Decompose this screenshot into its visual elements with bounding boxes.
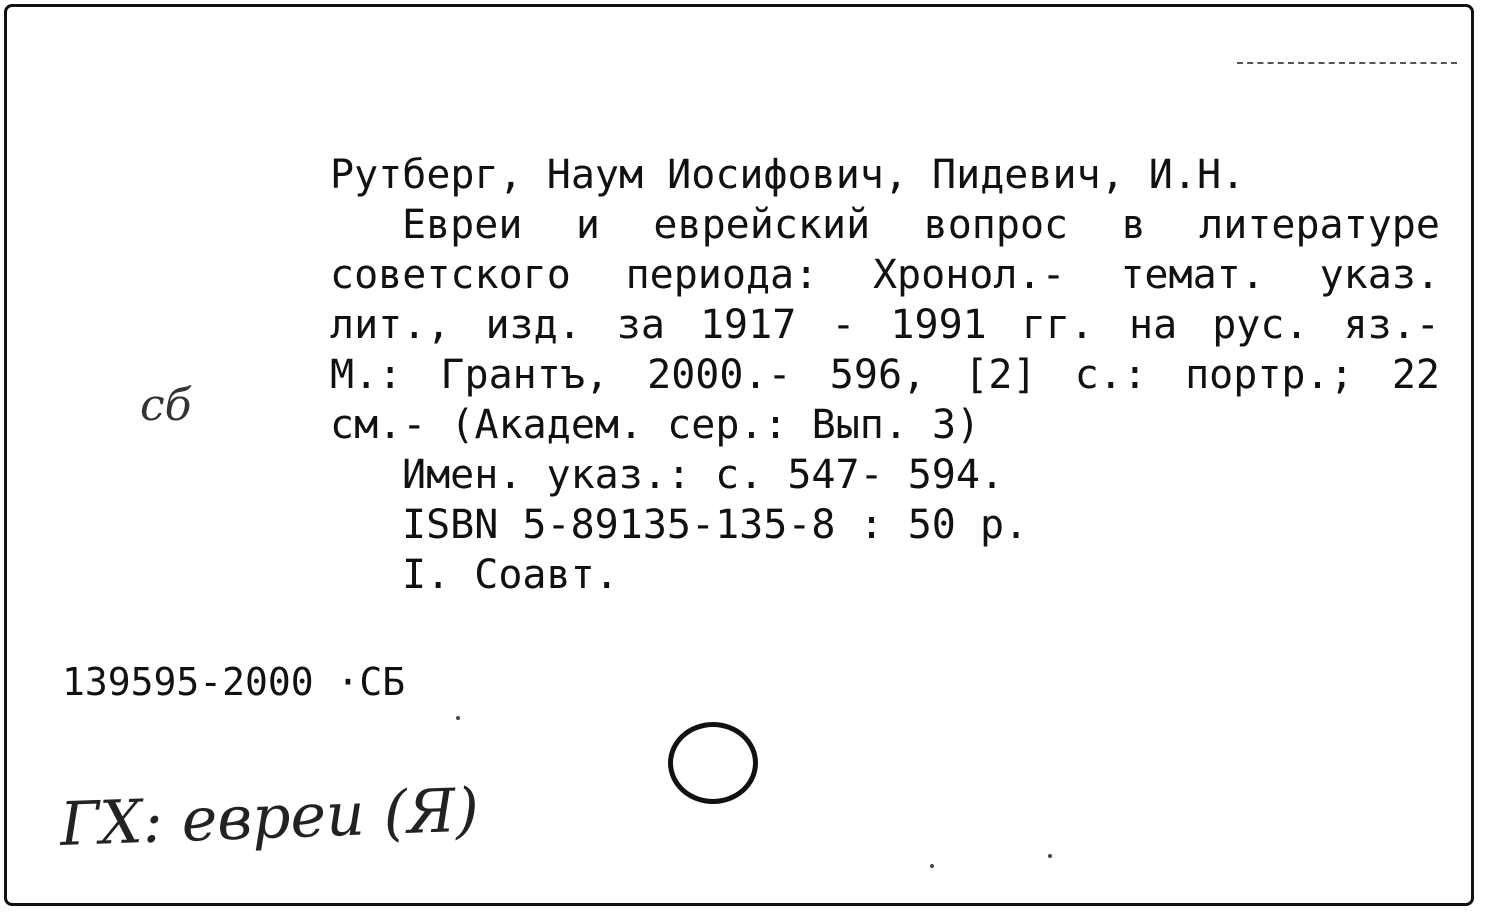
word: рус. xyxy=(1212,302,1309,348)
handwritten-mark: сб xyxy=(140,380,192,431)
word: и xyxy=(575,202,600,248)
series-line: см.- (Академ. сер.: Вып. 3) xyxy=(330,402,981,448)
word: изд. xyxy=(485,302,582,348)
bibliographic-record xyxy=(330,150,1440,600)
top-dashed-line xyxy=(1237,62,1457,64)
word: Евреи xyxy=(402,202,523,248)
word: с.: xyxy=(1074,352,1147,398)
ink-dot xyxy=(1048,854,1052,858)
isbn-line: ISBN 5-89135-135-8 : 50 р. xyxy=(402,502,1029,548)
ink-dot xyxy=(456,716,460,720)
word: Грантъ, xyxy=(440,352,609,398)
index-note: Имен. указ.: с. 547- 594. xyxy=(402,452,1005,498)
word: 22 xyxy=(1391,352,1440,398)
word: Хронол.- xyxy=(872,252,1066,298)
word: на xyxy=(1129,302,1178,348)
word: портр.; xyxy=(1185,352,1354,398)
word: 1917 xyxy=(699,302,797,348)
word: периода: xyxy=(625,252,819,298)
title-line-2 xyxy=(330,250,1440,300)
word: за xyxy=(616,302,665,348)
word: указ. xyxy=(1319,252,1440,298)
title-line-3 xyxy=(330,300,1440,350)
ink-dot xyxy=(930,864,934,868)
word: темат. xyxy=(1120,252,1265,298)
word: [2] xyxy=(964,352,1037,398)
word: 1991 xyxy=(890,302,987,348)
stamp-circle xyxy=(668,722,758,804)
title-line-1 xyxy=(330,200,1440,250)
coauthor-line: I. Соавт. xyxy=(402,552,619,598)
word: советского xyxy=(330,252,571,298)
word: вопрос xyxy=(923,202,1069,248)
word: 2000.- xyxy=(647,352,792,398)
word: еврейский xyxy=(653,202,871,248)
word: лит., xyxy=(330,302,451,348)
word: литературе xyxy=(1199,202,1440,248)
handwritten-note: ГХ: евреи (Я) xyxy=(58,775,481,860)
word: 596, xyxy=(829,352,927,398)
publication-line xyxy=(330,350,1440,400)
word: яз.- xyxy=(1343,302,1440,348)
author-line: Рутберг, Наум Иосифович, Пидевич, И.Н. xyxy=(330,152,1246,198)
shelf-number: 139595-2000 ·СБ xyxy=(62,660,406,704)
word: в xyxy=(1121,202,1146,248)
word: гг. xyxy=(1021,302,1095,348)
word: - xyxy=(831,302,856,348)
word: М.: xyxy=(330,352,403,398)
